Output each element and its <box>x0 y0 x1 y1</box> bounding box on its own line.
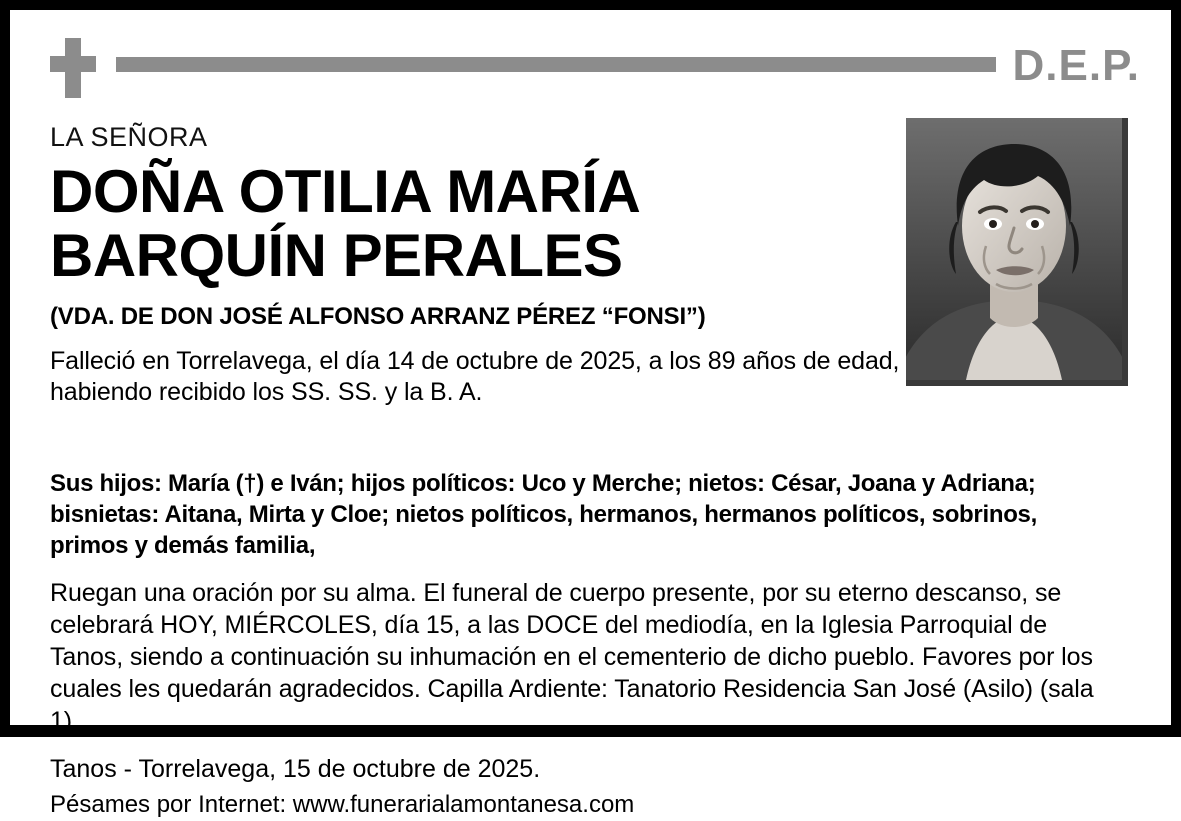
deceased-name-line-2: BARQUÍN PERALES <box>50 222 623 289</box>
family-members-text: Sus hijos: María (†) e Iván; hijos políticos: Uco y Merche; nietos: César, Joana y Adriana; bisnietas: Aitana, Mirta y Cloe; nietos políticos, hermanos, hermanos políticos, sobrinos, primos y demás familia, <box>50 470 1037 559</box>
widow-of-line: (VDA. DE DON JOSÉ ALFONSO ARRANZ PÉREZ “FONSI”) <box>50 303 706 330</box>
deceased-name-line-1: DOÑA OTILIA MARÍA <box>50 158 641 225</box>
notice-lower-block <box>50 450 1130 821</box>
cross-icon <box>50 38 96 98</box>
portrait-illustration <box>906 118 1122 380</box>
death-info-text: Falleció en Torrelavega, el día 14 de octubre de 2025, a los 89 años de edad, habiendo recibido los SS. SS. y la B. A. <box>50 347 900 406</box>
eyebrow-label: LA SEÑORA <box>50 122 208 152</box>
page-title <box>50 160 920 288</box>
notice-text-block <box>50 120 920 408</box>
frame-right-border <box>1171 0 1181 737</box>
dep-label: D.E.P. <box>1012 41 1140 90</box>
portrait-photo <box>903 115 1131 389</box>
frame-left-border <box>0 0 10 737</box>
place-and-date: Tanos - Torrelavega, 15 de octubre de 2025. <box>50 755 541 783</box>
frame-top-border <box>0 0 1181 10</box>
condolences-line: Pésames por Internet: www.funerarialamontanesa.com <box>50 791 635 818</box>
cross-horizontal-bar <box>50 56 96 72</box>
funeral-service-text: Ruegan una oración por su alma. El funeral de cuerpo presente, por su eterno descanso, se celebrará HOY, MIÉRCOLES, día 15, a las DOCE del mediodía, en la Iglesia Parroquial de Tanos, siendo a continuación su inhumación en el cementerio de dicho pueblo. Favores por los cuales les quedarán agradecidos. Capilla Ardiente: Tanatorio Residencia San José (Asilo) (sala 1). <box>50 579 1094 735</box>
header-ornament-row <box>50 38 1140 98</box>
header-rule <box>116 57 996 72</box>
notice-inner-area <box>10 10 1171 818</box>
